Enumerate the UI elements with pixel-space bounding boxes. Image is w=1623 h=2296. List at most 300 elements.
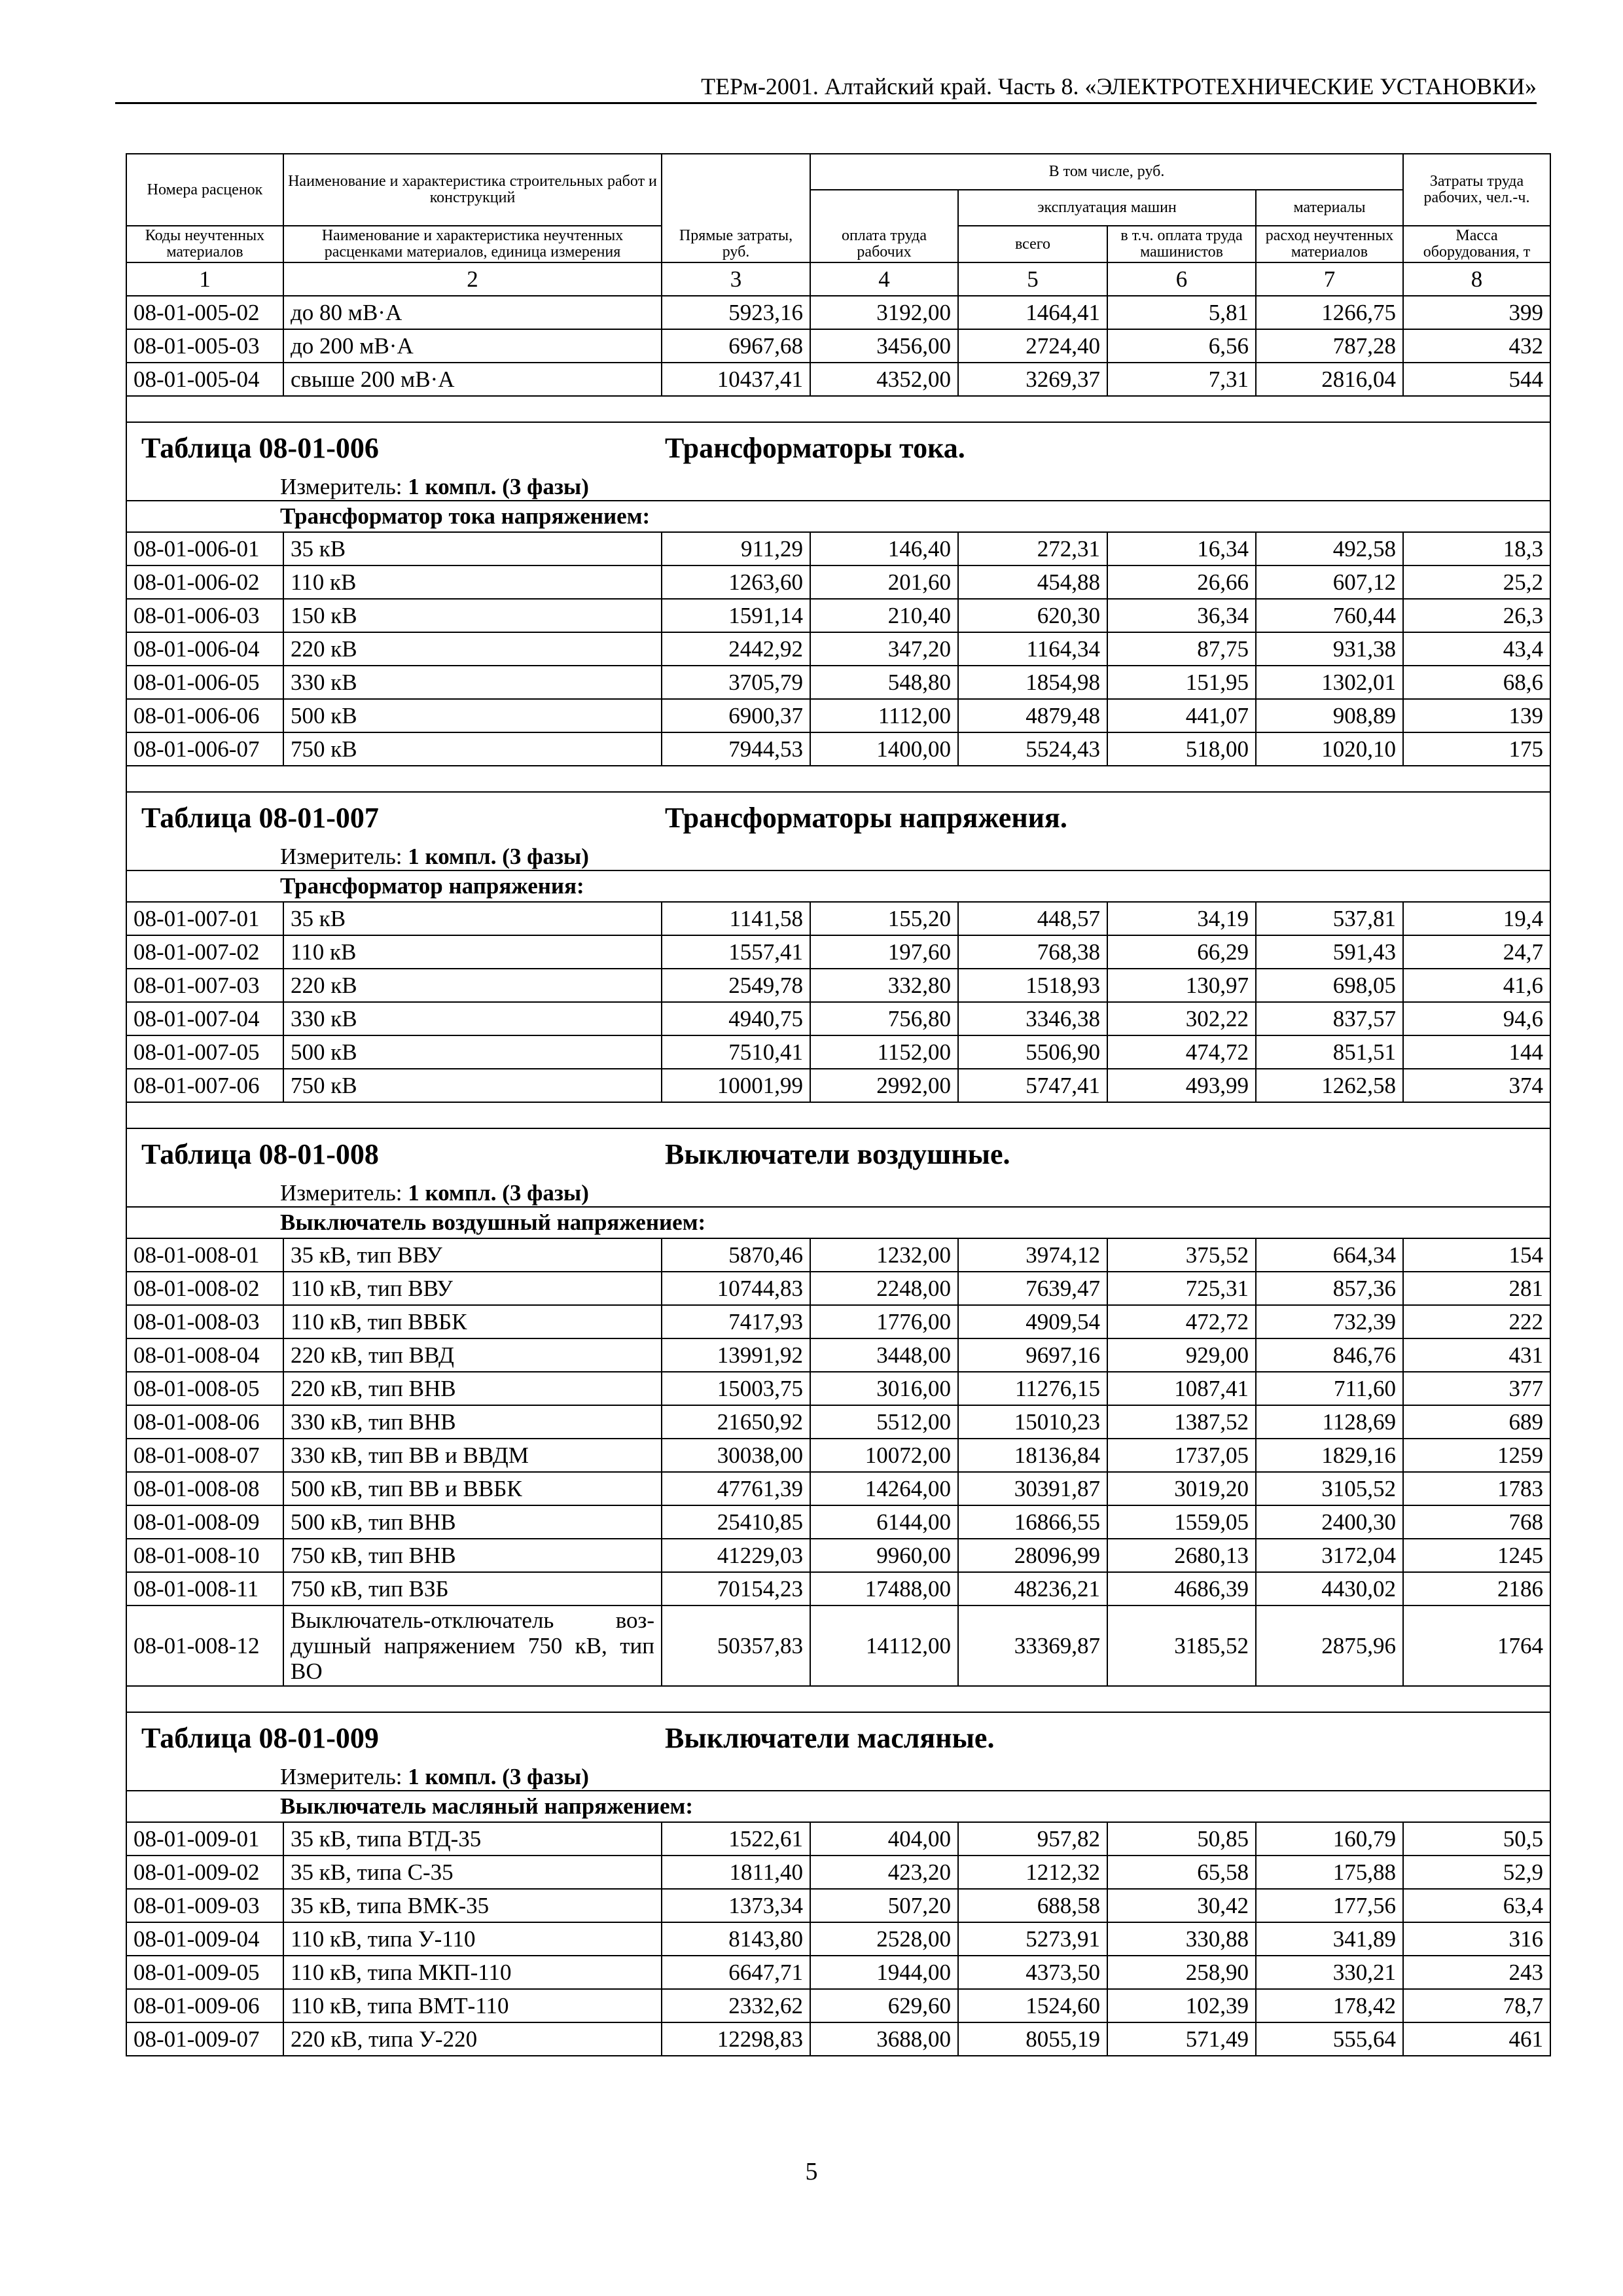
labor-pay: 5512,00 <box>810 1405 958 1439</box>
work-name: 35 кВ <box>283 532 662 565</box>
table-row <box>126 632 1550 666</box>
work-name: 330 кВ, тип ВНВ <box>283 1405 662 1439</box>
machine-total: 28096,99 <box>958 1539 1107 1572</box>
operator-pay: 258,90 <box>1107 1956 1256 1989</box>
machine-total: 18136,84 <box>958 1439 1107 1472</box>
header-row-1 <box>126 154 1550 190</box>
materials-cost: 492,58 <box>1256 532 1403 565</box>
table-row <box>126 599 1550 632</box>
table-row <box>126 699 1550 732</box>
labor-hours: 25,2 <box>1403 565 1550 599</box>
operator-pay: 30,42 <box>1107 1889 1256 1922</box>
materials-cost: 330,21 <box>1256 1956 1403 1989</box>
table-number: Таблица 08-01-006 <box>141 432 379 464</box>
subtitle-row <box>126 870 1550 902</box>
machine-total: 1518,93 <box>958 969 1107 1002</box>
work-name: 500 кВ, тип ВВ и ВВБК <box>283 1472 662 1505</box>
table-row <box>126 1539 1550 1572</box>
materials-cost: 555,64 <box>1256 2022 1403 2056</box>
table-row <box>126 1856 1550 1889</box>
rate-code: 08-01-008-02 <box>126 1272 283 1305</box>
col-materials-header: материалы <box>1256 190 1403 226</box>
section-gap <box>126 396 1550 422</box>
section-heading-row <box>126 422 1550 474</box>
materials-cost: 1020,10 <box>1256 732 1403 766</box>
work-name: 500 кВ <box>283 1035 662 1069</box>
machine-total: 1854,98 <box>958 666 1107 699</box>
materials-cost: 3105,52 <box>1256 1472 1403 1505</box>
direct-cost: 12298,83 <box>662 2022 810 2056</box>
gap-cell <box>126 1102 1550 1128</box>
labor-hours: 50,5 <box>1403 1822 1550 1856</box>
direct-cost: 7510,41 <box>662 1035 810 1069</box>
rate-code: 08-01-008-07 <box>126 1439 283 1472</box>
rate-code: 08-01-006-07 <box>126 732 283 766</box>
labor-hours: 144 <box>1403 1035 1550 1069</box>
table-row <box>126 296 1550 329</box>
machine-total: 15010,23 <box>958 1405 1107 1439</box>
direct-cost: 5923,16 <box>662 296 810 329</box>
labor-hours: 1783 <box>1403 1472 1550 1505</box>
materials-cost: 851,51 <box>1256 1035 1403 1069</box>
table-row <box>126 969 1550 1002</box>
direct-cost: 2442,92 <box>662 632 810 666</box>
work-name: 220 кВ, типа У-220 <box>283 2022 662 2056</box>
work-name: 330 кВ <box>283 1002 662 1035</box>
materials-cost: 837,57 <box>1256 1002 1403 1035</box>
work-name: 220 кВ <box>283 632 662 666</box>
rate-code: 08-01-005-04 <box>126 363 283 396</box>
rate-code: 08-01-009-06 <box>126 1989 283 2022</box>
labor-pay: 17488,00 <box>810 1572 958 1605</box>
materials-cost: 537,81 <box>1256 902 1403 935</box>
direct-cost: 2332,62 <box>662 1989 810 2022</box>
table-row <box>126 902 1550 935</box>
direct-cost: 10001,99 <box>662 1069 810 1102</box>
rate-code: 08-01-008-01 <box>126 1238 283 1272</box>
materials-cost: 160,79 <box>1256 1822 1403 1856</box>
section-subtitle: Выключатель воздушный напряжением: <box>126 1207 1550 1238</box>
machine-total: 454,88 <box>958 565 1107 599</box>
operator-pay: 929,00 <box>1107 1338 1256 1372</box>
labor-pay: 2248,00 <box>810 1272 958 1305</box>
labor-pay: 1400,00 <box>810 732 958 766</box>
section-heading <box>126 1712 1550 1764</box>
meter-value: 1 компл. (3 фазы) <box>408 474 589 499</box>
materials-cost: 177,56 <box>1256 1889 1403 1922</box>
labor-hours: 139 <box>1403 699 1550 732</box>
rate-code: 08-01-009-05 <box>126 1956 283 1989</box>
operator-pay: 50,85 <box>1107 1822 1256 1856</box>
labor-pay: 201,60 <box>810 565 958 599</box>
materials-cost: 787,28 <box>1256 329 1403 363</box>
labor-hours: 243 <box>1403 1956 1550 1989</box>
operator-pay: 26,66 <box>1107 565 1256 599</box>
work-name: 750 кВ <box>283 1069 662 1102</box>
labor-pay: 1112,00 <box>810 699 958 732</box>
labor-pay: 3016,00 <box>810 1372 958 1405</box>
labor-hours: 63,4 <box>1403 1889 1550 1922</box>
operator-pay: 1737,05 <box>1107 1439 1256 1472</box>
labor-pay: 4352,00 <box>810 363 958 396</box>
work-name: 110 кВ, тип ВВБК <box>283 1305 662 1338</box>
labor-hours: 374 <box>1403 1069 1550 1102</box>
operator-pay: 4686,39 <box>1107 1572 1256 1605</box>
operator-pay: 518,00 <box>1107 732 1256 766</box>
direct-cost: 3705,79 <box>662 666 810 699</box>
page-number: 5 <box>805 2158 818 2185</box>
operator-pay: 571,49 <box>1107 2022 1256 2056</box>
table-row <box>126 1922 1550 1956</box>
materials-cost: 2875,96 <box>1256 1605 1403 1686</box>
labor-pay: 404,00 <box>810 1822 958 1856</box>
materials-cost: 908,89 <box>1256 699 1403 732</box>
table-row <box>126 1338 1550 1372</box>
work-name: 35 кВ <box>283 902 662 935</box>
materials-cost: 607,12 <box>1256 565 1403 599</box>
gap-cell <box>126 766 1550 792</box>
labor-hours: 1259 <box>1403 1439 1550 1472</box>
labor-hours: 768 <box>1403 1505 1550 1539</box>
table-row <box>126 935 1550 969</box>
labor-pay: 14112,00 <box>810 1605 958 1686</box>
work-name: Выключатель-отключатель воз-душный напряжением 750 кВ, тип ВО <box>283 1605 662 1686</box>
table-row <box>126 1505 1550 1539</box>
operator-pay: 34,19 <box>1107 902 1256 935</box>
machine-total: 1212,32 <box>958 1856 1107 1889</box>
rate-code: 08-01-008-12 <box>126 1605 283 1686</box>
operator-pay: 5,81 <box>1107 296 1256 329</box>
labor-hours: 52,9 <box>1403 1856 1550 1889</box>
work-name: до 200 мВ·А <box>283 329 662 363</box>
materials-cost: 4430,02 <box>1256 1572 1403 1605</box>
col-number: 6 <box>1107 262 1256 296</box>
col-number: 1 <box>126 262 283 296</box>
meter-value: 1 компл. (3 фазы) <box>408 1764 589 1789</box>
col-materials-alt-header: расход неучтенных материалов <box>1256 226 1403 262</box>
operator-pay: 472,72 <box>1107 1305 1256 1338</box>
rate-code: 08-01-009-07 <box>126 2022 283 2056</box>
labor-hours: 78,7 <box>1403 1989 1550 2022</box>
operator-pay: 1559,05 <box>1107 1505 1256 1539</box>
section-heading <box>126 422 1550 474</box>
section-gap <box>126 1102 1550 1128</box>
labor-pay: 3192,00 <box>810 296 958 329</box>
machine-total: 5506,90 <box>958 1035 1107 1069</box>
rate-code: 08-01-006-03 <box>126 599 283 632</box>
operator-pay: 7,31 <box>1107 363 1256 396</box>
section-subtitle: Выключатель масляный напряжением: <box>126 1791 1550 1822</box>
direct-cost: 21650,92 <box>662 1405 810 1439</box>
labor-pay: 332,80 <box>810 969 958 1002</box>
labor-hours: 544 <box>1403 363 1550 396</box>
direct-cost: 1263,60 <box>662 565 810 599</box>
machine-total: 5273,91 <box>958 1922 1107 1956</box>
meter-label: Измеритель: <box>280 844 402 869</box>
machine-total: 9697,16 <box>958 1338 1107 1372</box>
operator-pay: 3185,52 <box>1107 1605 1256 1686</box>
table-row <box>126 1272 1550 1305</box>
operator-pay: 3019,20 <box>1107 1472 1256 1505</box>
work-name: 330 кВ <box>283 666 662 699</box>
direct-cost: 2549,78 <box>662 969 810 1002</box>
col-machines-header: эксплуатация машин <box>958 190 1256 226</box>
materials-cost: 857,36 <box>1256 1272 1403 1305</box>
rate-code: 08-01-008-05 <box>126 1372 283 1405</box>
section-gap <box>126 1686 1550 1712</box>
labor-pay: 2528,00 <box>810 1922 958 1956</box>
work-name: 110 кВ, типа ВМТ-110 <box>283 1989 662 2022</box>
price-table <box>126 153 1551 2056</box>
work-name: 35 кВ, тип ВВУ <box>283 1238 662 1272</box>
subtitle-row <box>126 501 1550 532</box>
work-name: 110 кВ <box>283 935 662 969</box>
table-row <box>126 1372 1550 1405</box>
operator-pay: 66,29 <box>1107 935 1256 969</box>
table-row <box>126 666 1550 699</box>
direct-cost: 1373,34 <box>662 1889 810 1922</box>
table-row <box>126 1002 1550 1035</box>
table-row <box>126 532 1550 565</box>
materials-cost: 1262,58 <box>1256 1069 1403 1102</box>
table-row <box>126 329 1550 363</box>
running-header: ТЕРм-2001. Алтайский край. Часть 8. «ЭЛЕКТРОТЕХНИЧЕСКИЕ УСТАНОВКИ» <box>115 73 1537 104</box>
work-name: 110 кВ, типа У-110 <box>283 1922 662 1956</box>
rate-code: 08-01-007-05 <box>126 1035 283 1069</box>
meter-row <box>126 1764 1550 1791</box>
col-operators-pay-header: в т.ч. оплата труда машинистов <box>1107 226 1256 262</box>
direct-cost: 41229,03 <box>662 1539 810 1572</box>
rate-code: 08-01-009-02 <box>126 1856 283 1889</box>
work-name: 750 кВ <box>283 732 662 766</box>
labor-hours: 222 <box>1403 1305 1550 1338</box>
rate-code: 08-01-005-03 <box>126 329 283 363</box>
labor-pay: 347,20 <box>810 632 958 666</box>
table-number: Таблица 08-01-008 <box>141 1138 379 1170</box>
work-name: 110 кВ, типа МКП-110 <box>283 1956 662 1989</box>
labor-pay: 2992,00 <box>810 1069 958 1102</box>
direct-cost: 10437,41 <box>662 363 810 396</box>
rate-code: 08-01-006-01 <box>126 532 283 565</box>
direct-cost: 10744,83 <box>662 1272 810 1305</box>
labor-hours: 19,4 <box>1403 902 1550 935</box>
subtitle-row <box>126 1207 1550 1238</box>
labor-hours: 94,6 <box>1403 1002 1550 1035</box>
meter-label: Измеритель: <box>280 1180 402 1206</box>
work-name: 220 кВ <box>283 969 662 1002</box>
materials-cost: 341,89 <box>1256 1922 1403 1956</box>
labor-pay: 10072,00 <box>810 1439 958 1472</box>
table-row <box>126 732 1550 766</box>
col-number: 8 <box>1403 262 1550 296</box>
labor-pay: 197,60 <box>810 935 958 969</box>
machine-total: 620,30 <box>958 599 1107 632</box>
rate-code: 08-01-008-06 <box>126 1405 283 1439</box>
machine-total: 4909,54 <box>958 1305 1107 1338</box>
section-heading <box>126 1128 1550 1180</box>
column-number-row <box>126 262 1550 296</box>
work-name: до 80 мВ·А <box>283 296 662 329</box>
table-row <box>126 1069 1550 1102</box>
table-row <box>126 2022 1550 2056</box>
work-name: 35 кВ, типа ВТД-35 <box>283 1822 662 1856</box>
meter <box>126 844 1550 870</box>
operator-pay: 302,22 <box>1107 1002 1256 1035</box>
operator-pay: 474,72 <box>1107 1035 1256 1069</box>
operator-pay: 725,31 <box>1107 1272 1256 1305</box>
work-name: 35 кВ, типа ВМК-35 <box>283 1889 662 1922</box>
machine-total: 1524,60 <box>958 1989 1107 2022</box>
meter-label: Измеритель: <box>280 1764 402 1789</box>
rate-code: 08-01-008-10 <box>126 1539 283 1572</box>
table-row <box>126 1472 1550 1505</box>
col-name-header: Наименование и характеристика строительных работ и конструкций <box>283 154 662 226</box>
table-row <box>126 1822 1550 1856</box>
machine-total: 448,57 <box>958 902 1107 935</box>
subtitle-row <box>126 1791 1550 1822</box>
rate-code: 08-01-006-04 <box>126 632 283 666</box>
operator-pay: 441,07 <box>1107 699 1256 732</box>
labor-pay: 1776,00 <box>810 1305 958 1338</box>
table-title: Трансформаторы напряжения. <box>665 802 1067 834</box>
materials-cost: 2816,04 <box>1256 363 1403 396</box>
table-title: Трансформаторы тока. <box>665 432 965 464</box>
machine-total: 1464,41 <box>958 296 1107 329</box>
meter-row <box>126 474 1550 501</box>
labor-hours: 26,3 <box>1403 599 1550 632</box>
labor-hours: 18,3 <box>1403 532 1550 565</box>
rate-code: 08-01-007-03 <box>126 969 283 1002</box>
table-row <box>126 1572 1550 1605</box>
work-name: свыше 200 мВ·А <box>283 363 662 396</box>
work-name: 110 кВ <box>283 565 662 599</box>
table-row <box>126 1405 1550 1439</box>
labor-pay: 146,40 <box>810 532 958 565</box>
col-total-header: всего <box>958 226 1107 262</box>
machine-total: 3974,12 <box>958 1238 1107 1272</box>
operator-pay: 36,34 <box>1107 599 1256 632</box>
rate-code: 08-01-007-04 <box>126 1002 283 1035</box>
gap-cell <box>126 396 1550 422</box>
table-row <box>126 1605 1550 1686</box>
direct-cost: 13991,92 <box>662 1338 810 1372</box>
machine-total: 48236,21 <box>958 1572 1107 1605</box>
work-name: 220 кВ, тип ВВД <box>283 1338 662 1372</box>
meter-row <box>126 1180 1550 1207</box>
machine-total: 3269,37 <box>958 363 1107 396</box>
col-name-alt-header: Наименование и характеристика неучтенных расценками материалов, единица измерения <box>283 226 662 262</box>
section-heading <box>126 792 1550 844</box>
direct-cost: 1141,58 <box>662 902 810 935</box>
machine-total: 4373,50 <box>958 1956 1107 1989</box>
operator-pay: 2680,13 <box>1107 1539 1256 1572</box>
rate-code: 08-01-008-09 <box>126 1505 283 1539</box>
labor-pay: 507,20 <box>810 1889 958 1922</box>
work-name: 35 кВ, типа С-35 <box>283 1856 662 1889</box>
rate-code: 08-01-009-03 <box>126 1889 283 1922</box>
col-number: 5 <box>958 262 1107 296</box>
labor-hours: 432 <box>1403 329 1550 363</box>
materials-cost: 1128,69 <box>1256 1405 1403 1439</box>
labor-hours: 689 <box>1403 1405 1550 1439</box>
section-heading-row <box>126 792 1550 844</box>
labor-hours: 68,6 <box>1403 666 1550 699</box>
operator-pay: 16,34 <box>1107 532 1256 565</box>
machine-total: 957,82 <box>958 1822 1107 1856</box>
rate-code: 08-01-006-05 <box>126 666 283 699</box>
materials-cost: 931,38 <box>1256 632 1403 666</box>
table-body <box>126 296 1550 2056</box>
direct-cost: 50357,83 <box>662 1605 810 1686</box>
col-number: 3 <box>662 262 810 296</box>
work-name: 750 кВ, тип ВНВ <box>283 1539 662 1572</box>
direct-cost: 30038,00 <box>662 1439 810 1472</box>
table-row <box>126 1889 1550 1922</box>
materials-cost: 760,44 <box>1256 599 1403 632</box>
col-labor-pay-header: оплата труда рабочих <box>810 190 958 262</box>
section-heading-row <box>126 1712 1550 1764</box>
labor-hours: 43,4 <box>1403 632 1550 666</box>
table-number: Таблица 08-01-007 <box>141 802 379 834</box>
operator-pay: 1087,41 <box>1107 1372 1256 1405</box>
labor-hours: 1764 <box>1403 1605 1550 1686</box>
labor-hours: 2186 <box>1403 1572 1550 1605</box>
section-heading-row <box>126 1128 1550 1180</box>
labor-hours: 316 <box>1403 1922 1550 1956</box>
labor-pay: 9960,00 <box>810 1539 958 1572</box>
machine-total: 33369,87 <box>958 1605 1107 1686</box>
operator-pay: 1387,52 <box>1107 1405 1256 1439</box>
direct-cost: 1591,14 <box>662 599 810 632</box>
meter <box>126 1764 1550 1791</box>
work-name: 750 кВ, тип ВЗБ <box>283 1572 662 1605</box>
materials-cost: 711,60 <box>1256 1372 1403 1405</box>
direct-cost: 6900,37 <box>662 699 810 732</box>
labor-pay: 756,80 <box>810 1002 958 1035</box>
rate-code: 08-01-007-06 <box>126 1069 283 1102</box>
machine-total: 3346,38 <box>958 1002 1107 1035</box>
rate-code: 08-01-008-04 <box>126 1338 283 1372</box>
materials-cost: 732,39 <box>1256 1305 1403 1338</box>
col-direct-header: Прямые затраты, руб. <box>662 154 810 262</box>
table-title: Выключатели масляные. <box>665 1722 995 1754</box>
rate-code: 08-01-005-02 <box>126 296 283 329</box>
col-including-header: В том числе, руб. <box>810 154 1403 190</box>
operator-pay: 330,88 <box>1107 1922 1256 1956</box>
direct-cost: 6647,71 <box>662 1956 810 1989</box>
operator-pay: 102,39 <box>1107 1989 1256 2022</box>
work-name: 500 кВ <box>283 699 662 732</box>
machine-total: 4879,48 <box>958 699 1107 732</box>
materials-cost: 698,05 <box>1256 969 1403 1002</box>
meter-value: 1 компл. (3 фазы) <box>408 1180 589 1206</box>
col-number: 2 <box>283 262 662 296</box>
labor-hours: 461 <box>1403 2022 1550 2056</box>
work-name: 220 кВ, тип ВНВ <box>283 1372 662 1405</box>
meter-value: 1 компл. (3 фазы) <box>408 844 589 869</box>
meter <box>126 474 1550 501</box>
direct-cost: 1811,40 <box>662 1856 810 1889</box>
direct-cost: 5870,46 <box>662 1238 810 1272</box>
labor-hours: 431 <box>1403 1338 1550 1372</box>
direct-cost: 6967,68 <box>662 329 810 363</box>
operator-pay: 65,58 <box>1107 1856 1256 1889</box>
labor-pay: 3688,00 <box>810 2022 958 2056</box>
machine-total: 2724,40 <box>958 329 1107 363</box>
machine-total: 7639,47 <box>958 1272 1107 1305</box>
labor-hours: 377 <box>1403 1372 1550 1405</box>
labor-pay: 210,40 <box>810 599 958 632</box>
